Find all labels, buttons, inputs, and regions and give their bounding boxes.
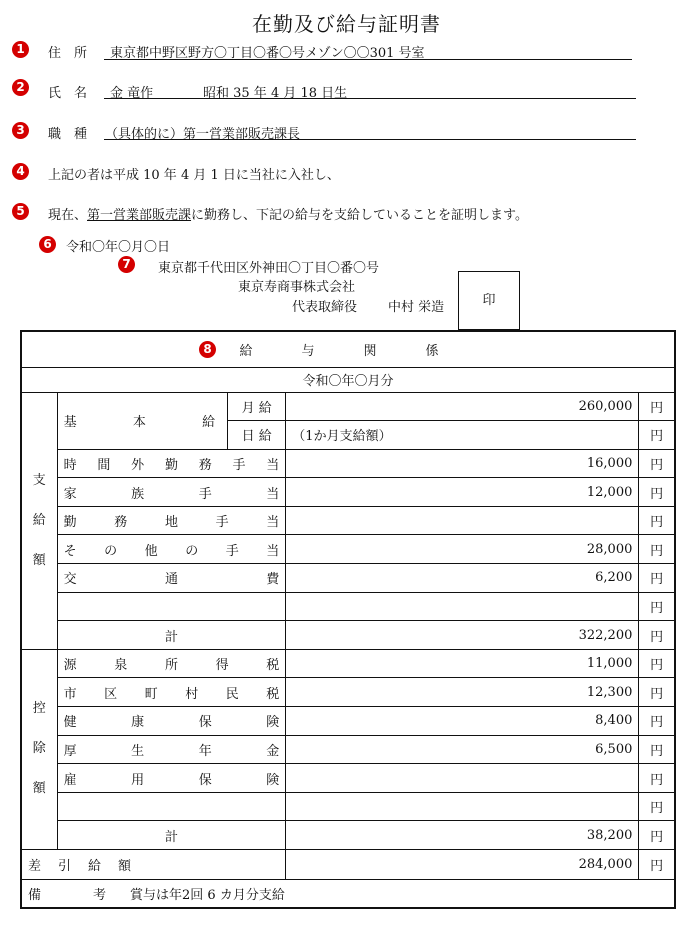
deduction-item-label — [57, 792, 286, 821]
daily-pay-note: （1か月支給額） — [286, 421, 639, 450]
yen-unit: 円 — [639, 421, 675, 450]
pay-item-amount — [286, 592, 639, 621]
pay-item-label — [57, 592, 286, 621]
yen-unit: 円 — [639, 478, 675, 507]
deduction-item-label: 源泉所得税 — [57, 649, 286, 678]
marker-2: 2 — [12, 79, 29, 96]
address-underline — [104, 59, 632, 60]
yen-unit: 円 — [639, 735, 675, 764]
job-value: （具体的に）第一営業部販売課長 — [105, 127, 301, 142]
pay-section-label: 支給額 — [21, 392, 57, 649]
monthly-pay-label: 月 給 — [228, 392, 286, 421]
remarks-label: 備 考 — [28, 887, 107, 903]
monthly-pay-amount: 260,000 — [286, 392, 639, 421]
statement-suffix: に勤務し、下記の給与を支給していることを証明します。 — [191, 208, 528, 223]
deduction-item-amount: 8,400 — [286, 707, 639, 736]
yen-unit: 円 — [639, 821, 675, 850]
deduction-item-amount: 6,500 — [286, 735, 639, 764]
name-value: 金 竜作 — [110, 86, 154, 101]
address-value: 東京都中野区野方〇丁目〇番〇号メゾン〇〇301 号室 — [110, 46, 425, 61]
statement-prefix: 現在、 — [48, 208, 88, 223]
deduction-item-label: 雇用保険 — [57, 764, 286, 793]
marker-1: 1 — [12, 41, 29, 58]
pay-item-label: 交通費 — [57, 564, 286, 593]
company-name: 東京寿商事株式会社 — [238, 280, 356, 295]
marker-8: 8 — [199, 341, 216, 358]
deduction-item-amount: 11,000 — [286, 649, 639, 678]
deduction-total-label: 計 — [57, 821, 286, 850]
deduction-item-amount: 12,300 — [286, 678, 639, 707]
pay-item-amount: 12,000 — [286, 478, 639, 507]
representative-name: 中村 栄造 — [388, 300, 445, 315]
deduction-item-label: 市区町村民税 — [57, 678, 286, 707]
remarks-row — [21, 880, 675, 908]
net-pay-label: 差 引 給 額 — [21, 850, 286, 880]
deduction-item-label: 健康保険 — [57, 707, 286, 736]
pay-item-label: 家族手当 — [57, 478, 286, 507]
yen-unit: 円 — [639, 792, 675, 821]
deduction-total-amount: 38,200 — [286, 821, 639, 850]
marker-7: 7 — [118, 256, 135, 273]
marker-6: 6 — [39, 236, 56, 253]
seal-box: 印 — [458, 271, 520, 330]
deduction-item-label: 厚生年金 — [57, 735, 286, 764]
job-label: 職 種 — [48, 127, 88, 142]
address-label: 住 所 — [48, 46, 88, 61]
yen-unit: 円 — [639, 678, 675, 707]
statement-department: 第一営業部販売課 — [87, 208, 192, 223]
pay-item-amount: 16,000 — [286, 449, 639, 478]
pay-item-amount: 6,200 — [286, 564, 639, 593]
daily-pay-label: 日 給 — [228, 421, 286, 450]
yen-unit: 円 — [639, 535, 675, 564]
remarks-text: 賞与は年2回 6 カ月分支給 — [130, 887, 285, 903]
marker-4: 4 — [12, 163, 29, 180]
yen-unit: 円 — [639, 506, 675, 535]
company-address: 東京都千代田区外神田〇丁目〇番〇号 — [158, 261, 380, 276]
yen-unit: 円 — [639, 850, 675, 880]
yen-unit: 円 — [639, 649, 675, 678]
pay-item-label: 勤務地手当 — [57, 506, 286, 535]
yen-unit: 円 — [639, 564, 675, 593]
deduction-item-amount — [286, 792, 639, 821]
net-pay-amount: 284,000 — [286, 850, 639, 880]
pay-item-amount — [286, 506, 639, 535]
yen-unit: 円 — [639, 449, 675, 478]
pay-item-label: その他の手当 — [57, 535, 286, 564]
issue-date: 令和〇年〇月〇日 — [66, 240, 171, 255]
deduction-section-label: 控除額 — [21, 649, 57, 849]
yen-unit: 円 — [639, 621, 675, 650]
marker-5: 5 — [12, 203, 29, 220]
pay-item-amount: 28,000 — [286, 535, 639, 564]
marker-3: 3 — [12, 122, 29, 139]
birth-date: 昭和 35 年 4 月 18 日生 — [203, 86, 348, 101]
pay-total-amount: 322,200 — [286, 621, 639, 650]
base-pay-label: 基 本 給 — [57, 392, 228, 449]
yen-unit: 円 — [639, 392, 675, 421]
representative-title: 代表取締役 — [292, 300, 358, 315]
pay-total-label: 計 — [57, 621, 286, 650]
yen-unit: 円 — [639, 592, 675, 621]
employment-statement: 上記の者は平成 10 年 4 月 1 日に当社に入社し、 — [48, 168, 340, 183]
yen-unit: 円 — [639, 764, 675, 793]
pay-item-label: 時間外勤務手当 — [57, 449, 286, 478]
certification-statement — [48, 204, 528, 223]
salary-period: 令和〇年〇月分 — [21, 367, 675, 392]
name-label: 氏 名 — [48, 86, 88, 101]
salary-table — [20, 330, 676, 928]
salary-section-title: 8 給 与 関 係 — [21, 331, 675, 367]
name-underline — [104, 98, 636, 99]
yen-unit: 円 — [639, 707, 675, 736]
document-title: 在勤及び給与証明書 — [252, 12, 441, 36]
deduction-item-amount — [286, 764, 639, 793]
job-underline — [104, 139, 636, 140]
